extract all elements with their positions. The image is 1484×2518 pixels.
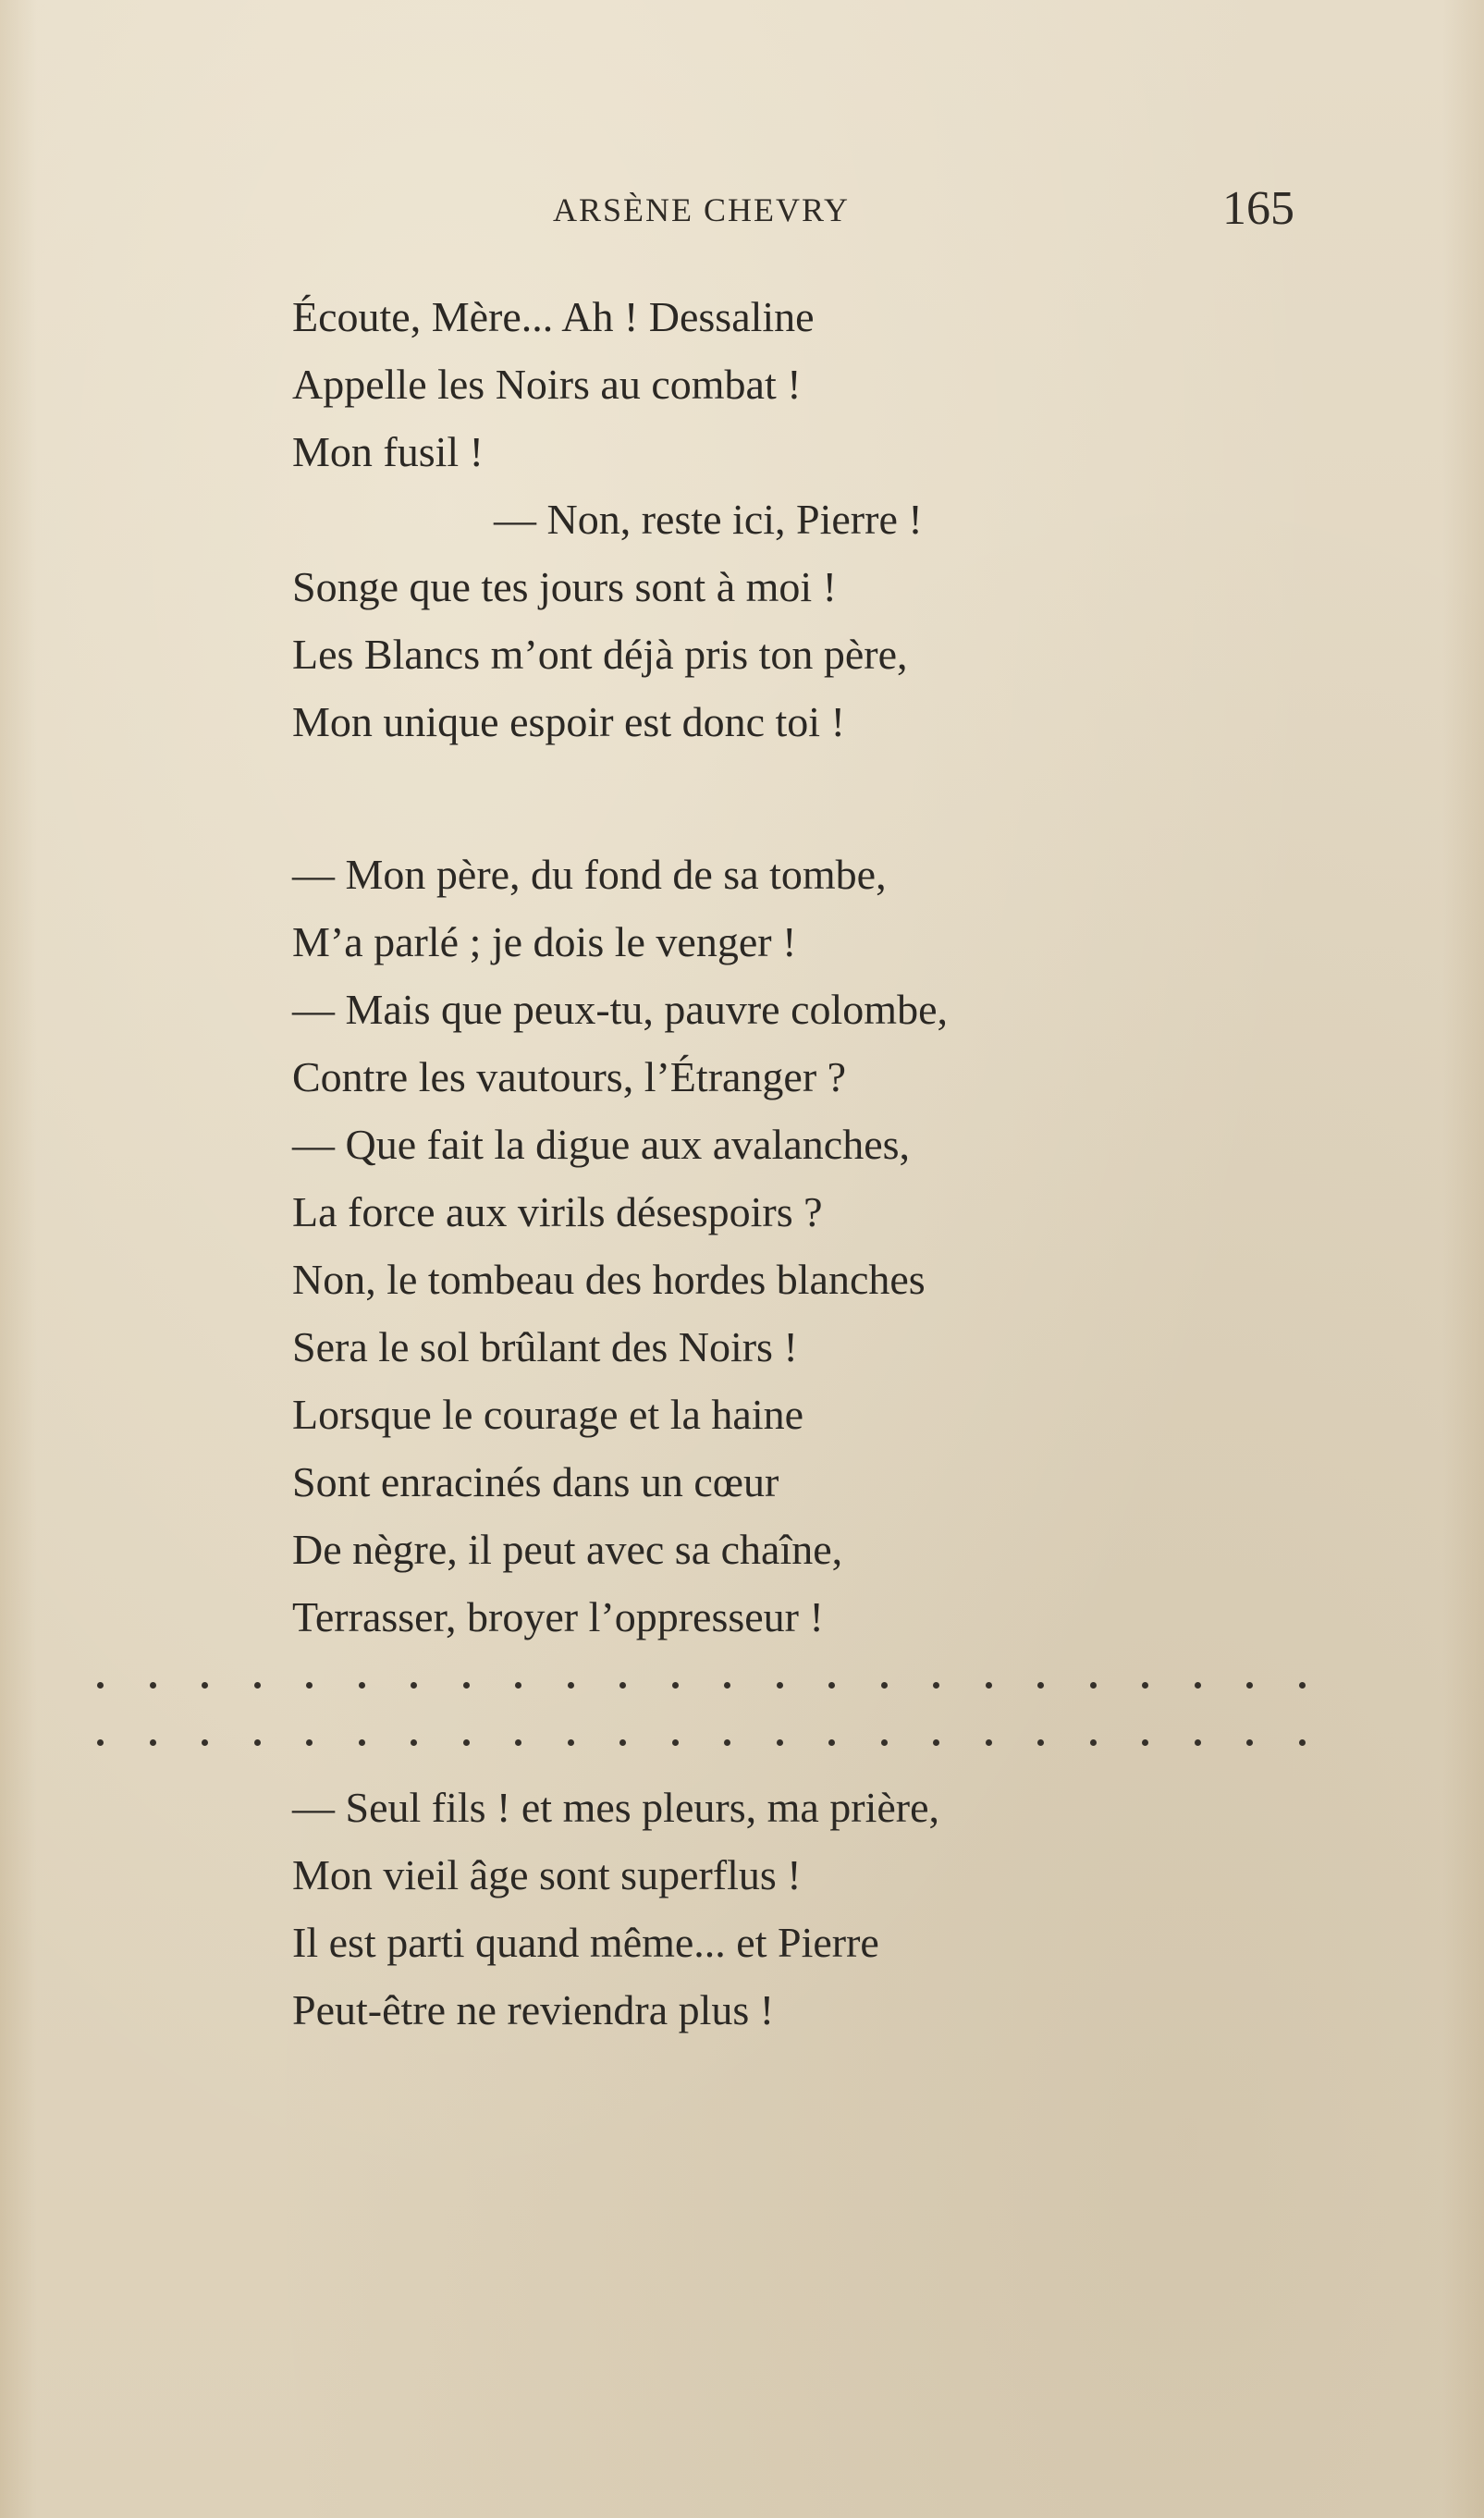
verse-line: Écoute, Mère... Ah ! Dessaline [292,293,815,340]
verse-line: Contre les vautours, l’Étranger ? [292,1053,847,1100]
ellipsis-dot [568,1739,574,1746]
verse-line: De nègre, il peut avec sa chaîne, [292,1526,843,1573]
ellipsis-dot [777,1682,783,1689]
ellipsis-dot [986,1682,992,1689]
verse-line: Mon vieil âge sont superflus ! [292,1851,802,1898]
ellipsis-dot [1142,1739,1148,1746]
ellipsis-dot [672,1739,679,1746]
ellipsis-dot [306,1739,313,1746]
verse-line: Il est parti quand même... et Pierre [292,1919,879,1966]
ellipsis-dot [150,1739,156,1746]
ellipsis-separator [100,1734,1302,1752]
ellipsis-dot [202,1682,208,1689]
verse-line: Songe que tes jours sont à moi ! [292,563,837,610]
ellipsis-dot [568,1682,574,1689]
ellipsis-dot [828,1739,835,1746]
ellipsis-dot [619,1739,626,1746]
ellipsis-dot [359,1739,365,1746]
verse-line: Peut-être ne reviendra plus ! [292,1986,775,2033]
ellipsis-dot [97,1739,104,1746]
ellipsis-dot [97,1682,104,1689]
verse-line: La force aux virils désespoirs ? [292,1188,823,1235]
verse-line: Lorsque le courage et la haine [292,1391,804,1438]
verse-line: Les Blancs m’ont déjà pris ton père, [292,631,908,678]
ellipsis-dot [1142,1682,1148,1689]
verse-line: — Que fait la digue aux avalanches, [292,1121,911,1168]
ellipsis-dot [933,1682,939,1689]
ellipsis-dot [411,1682,417,1689]
ellipsis-dot [881,1682,888,1689]
ellipsis-dot [933,1739,939,1746]
ellipsis-dot [1037,1739,1044,1746]
running-head: ARSÈNE CHEVRY [553,191,851,228]
ellipsis-dot [254,1739,261,1746]
verse-line: — Seul fils ! et mes pleurs, ma prière, [292,1784,940,1831]
ellipsis-dot [411,1739,417,1746]
ellipsis-dot [150,1682,156,1689]
stanza-1 [292,283,923,755]
stanza-3 [292,1774,939,2044]
ellipsis-dot [463,1739,470,1746]
ellipsis-dot [1246,1682,1253,1689]
ellipsis-dot [986,1739,992,1746]
verse-line: Sont enracinés dans un cœur [292,1458,779,1505]
verse-line: — Mais que peux-tu, pauvre colombe, [292,986,948,1033]
ellipsis-dot [724,1682,730,1689]
verse-line: Appelle les Noirs au combat ! [292,361,802,408]
ellipsis-dot [619,1682,626,1689]
ellipsis-dot [1299,1682,1306,1689]
verse-line: M’a parlé ; je dois le venger ! [292,918,797,965]
ellipsis-separator [100,1677,1302,1695]
verse-line: Non, le tombeau des hordes blanches [292,1256,926,1303]
ellipsis-dot [1037,1682,1044,1689]
ellipsis-dot [515,1739,521,1746]
ellipsis-dot [202,1739,208,1746]
ellipsis-dot [1090,1682,1097,1689]
ellipsis-dot [306,1682,313,1689]
ellipsis-dot [515,1682,521,1689]
verse-line: Mon unique espoir est donc toi ! [292,698,845,745]
ellipsis-dot [881,1739,888,1746]
ellipsis-dot [1299,1739,1306,1746]
ellipsis-dot [254,1682,261,1689]
ellipsis-dot [777,1739,783,1746]
verse-line: — Mon père, du fond de sa tombe, [292,851,887,898]
ellipsis-dot [463,1682,470,1689]
page-number: 165 [1222,182,1294,235]
ellipsis-dot [1090,1739,1097,1746]
stanza-2 [292,841,948,1651]
verse-line: Sera le sol brûlant des Noirs ! [292,1323,798,1370]
ellipsis-dot [1246,1739,1253,1746]
ellipsis-dot [724,1739,730,1746]
verse-line: Mon fusil ! [292,428,484,475]
verse-line: Terrasser, broyer l’oppresseur ! [292,1593,824,1640]
ellipsis-dot [1195,1739,1201,1746]
ellipsis-dot [359,1682,365,1689]
ellipsis-dot [1195,1682,1201,1689]
ellipsis-dot [828,1682,835,1689]
ellipsis-dot [672,1682,679,1689]
verse-line: — Non, reste ici, Pierre ! [494,496,923,543]
